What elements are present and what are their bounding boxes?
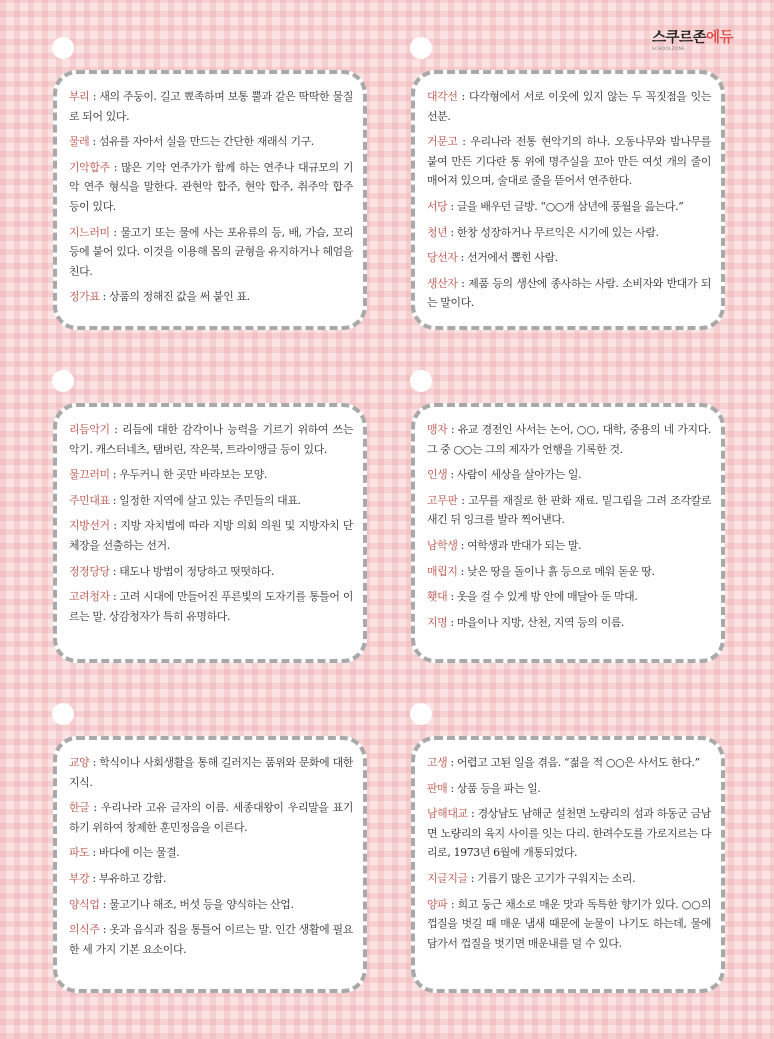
vocab-definition: 새의 주둥이. 길고 뾰족하며 보통 뿔과 같은 딱딱한 물질로 되어 있다. [69,90,353,123]
vocab-definition: 리듬에 대한 감각이나 능력을 기르기 위하여 쓰는 악기. 캐스터네츠, 탬버린, 작은북, 트라이앵글 등이 있다. [69,423,353,456]
vocab-entry: 주민대표 : 일정한 지역에 살고 있는 주민들의 대표. [69,493,301,507]
vocab-term: 지느러미 [69,225,110,239]
vocab-definition: 유교 경전인 사서는 논어, ○○, 대학, 중용의 네 가지다. 그 중 ○○는 그의 제자가 언행을 기록한 것. [427,423,712,456]
vocab-entry: 교양 : 학식이나 사회생활을 통해 길러지는 품위와 문화에 대한 지식. [69,756,353,789]
vocab-definition: 한창 성장하거나 무르익은 시기에 있는 사람. [456,225,659,239]
vocab-entry: 정정당당 : 태도나 방법이 정당하고 떳떳하다. [69,564,275,578]
vocab-definition: 다각형에서 서로 이웃에 있지 않는 두 꼭짓점을 잇는 선분. [427,90,711,123]
vocab-entry: 지방선거 : 지방 자치법에 따라 지방 의회 의원 및 지방자치 단체장을 선출하는 선거. [69,519,353,552]
vocab-term: 거문고 [427,135,458,149]
logo-brand-main: 스쿠르존 [652,30,707,46]
vocab-definition: 낮은 땅을 돌이나 흙 등으로 메워 돋운 땅. [467,564,655,578]
vocab-card-4 [411,403,725,663]
vocab-definition: 희고 둥근 채소로 매운 맛과 독특한 향기가 있다. ○○의 껍질을 벗길 때 매운 냄새 때문에 눈물이 나기도 하는데, 물에 담가서 껍질을 벗기면 매운내를 덜 수 있다. [427,897,711,950]
vocab-definition: 우리나라 고유 글자의 이름. 세종대왕이 우리말을 표기하기 위하여 창제한 훈민정음을 이른다. [69,801,353,834]
vocab-entry: 고생 : 어렵고 고된 일을 겪음. “젊을 적 ○○은 사서도 한다.” [427,756,700,769]
vocab-entry: 부리 : 새의 주둥이. 길고 뾰족하며 보통 뿔과 같은 딱딱한 물질로 되어 있다. [69,90,353,123]
vocab-definition: 부유하고 강함. [98,871,167,885]
vocab-term: 양식업 [69,897,100,911]
vocab-entry: 물레 : 섬유를 자아서 실을 만드는 간단한 재래식 기구. [69,135,314,149]
punch-hole-4 [410,370,432,392]
vocab-entry: 횃대 : 옷을 걸 수 있게 방 안에 매달아 둔 막대. [427,590,638,604]
vocab-card-3 [53,403,367,663]
vocab-entry: 양식업 : 물고기나 해조, 버섯 등을 양식하는 산업. [69,897,294,911]
vocab-definition: 일정한 지역에 살고 있는 주민들의 대표. [119,493,301,507]
vocab-entry: 양파 : 희고 둥근 채소로 매운 맛과 독특한 향기가 있다. ○○의 껍질을 벗길 때 매운 냄새 때문에 눈물이 나기도 하는데, 물에 담가서 껍질을 벗기면 매운내를 덜 수 있다. [427,897,711,950]
vocab-term: 교양 [69,756,90,769]
punch-hole-3 [52,370,74,392]
punch-hole-2 [410,37,432,59]
vocab-entry: 고려청자 : 고려 시대에 만들어진 푸른빛의 도자기를 통틀어 이르는 말. 상감청자가 특히 유명하다. [69,590,353,623]
vocab-definition: 태도나 방법이 정당하고 떳떳하다. [119,564,275,578]
vocab-entry: 지글지글 : 기름기 많은 고기가 구워지는 소리. [427,871,636,885]
vocab-term: 리듬악기 [69,423,110,436]
vocab-term: 한글 [69,801,90,815]
vocab-definition: 상품 등을 파는 일. [456,781,541,795]
vocab-entry: 서당 : 글을 배우던 글방. “○○개 삼년에 풍월을 읊는다.” [427,199,684,213]
vocab-entry: 기악합주 : 많은 기악 연주가가 함께 하는 연주나 대규모의 기악 연주 형식을 말한다. 관현악 합주, 현악 합주, 취주악 합주 등이 있다. [69,160,353,213]
vocab-term: 대각선 [427,90,458,103]
brand-logo [652,26,732,52]
vocab-term: 양파 [427,897,448,911]
vocab-term: 인생 [427,468,448,482]
vocab-term: 청년 [427,225,448,239]
logo-text [652,26,732,47]
vocab-entry: 파도 : 바다에 이는 물결. [69,846,180,860]
vocab-term: 물레 [69,135,90,149]
vocab-entry: 의식주 : 옷과 음식과 집을 통틀어 이르는 말. 인간 생활에 필요한 세 가지 기본 요소이다. [69,923,353,956]
vocab-definition: 여학생과 반대가 되는 말. [467,538,582,552]
vocab-entry: 인생 : 사람이 세상을 살아가는 일. [427,468,582,482]
vocab-entry: 매립지 : 낮은 땅을 돌이나 흙 등으로 메워 돋운 땅. [427,564,655,578]
vocab-term: 부리 [69,90,90,103]
vocab-definition: 우리나라 전통 현악기의 하나. 오동나무와 밤나무를 붙여 만든 기다란 통 위에 명주실을 꼬아 만든 여섯 개의 줄이 매어져 있으며, 술대로 줄을 뜯어서 연주한다. [427,135,711,188]
vocab-term: 판매 [427,781,448,795]
vocab-term: 지방선거 [69,519,110,533]
vocab-definition: 많은 기악 연주가가 함께 하는 연주나 대규모의 기악 연주 형식을 말한다. 관현악 합주, 현악 합주, 취주악 합주 등이 있다. [69,160,353,213]
logo-brand-edu: 에듀 [706,30,734,46]
vocab-card-2 [411,70,725,330]
vocab-definition: 옷을 걸 수 있게 방 안에 매달아 둔 막대. [456,590,638,604]
vocab-definition: 지방 자치법에 따라 지방 의회 의원 및 지방자치 단체장을 선출하는 선거. [69,519,353,552]
vocab-term: 횃대 [427,590,448,604]
vocab-card-5 [53,736,367,993]
vocab-term: 정정당당 [69,564,110,578]
vocab-term: 당선자 [427,251,458,265]
vocab-entry: 한글 : 우리나라 고유 글자의 이름. 세종대왕이 우리말을 표기하기 위하여 창제한 훈민정음을 이른다. [69,801,353,834]
vocab-entry: 남학생 : 여학생과 반대가 되는 말. [427,538,582,552]
vocab-entry: 당선자 : 선거에서 뽑힌 사람. [427,251,558,265]
vocab-definition: 고려 시대에 만들어진 푸른빛의 도자기를 통틀어 이르는 말. 상감청자가 특히 유명하다. [69,590,353,623]
vocab-definition: 고무를 재질로 한 판화 재료. 밑그림을 그려 조각칼로 새긴 뒤 잉크를 발라 찍어낸다. [427,493,711,527]
vocab-term: 매립지 [427,564,458,578]
vocab-entry: 맹자 : 유교 경전인 사서는 논어, ○○, 대학, 중용의 네 가지다. 그 중 ○○는 그의 제자가 언행을 기록한 것. [427,423,712,456]
vocab-card-1 [53,70,367,330]
vocab-definition: 기름기 많은 고기가 구워지는 소리. [477,871,636,885]
vocab-entry: 남해대교 : 경상남도 남해군 설천면 노량리의 섬과 하동군 금남면 노량리의 육지 사이를 잇는 다리. 한려수도를 가로지르는 다리로, 1973년 6월에 개통되었다. [427,807,711,860]
vocab-definition: 옷과 음식과 집을 통틀어 이르는 말. 인간 생활에 필요한 세 가지 기본 요소이다. [69,923,353,956]
vocab-term: 의식주 [69,923,100,937]
vocab-term: 기악합주 [69,160,110,174]
vocab-term: 남학생 [427,538,458,552]
vocab-term: 지글지글 [427,871,468,885]
vocab-definition: 글을 배우던 글방. “○○개 삼년에 풍월을 읊는다.” [456,199,684,213]
vocab-entry: 생산자 : 제품 등의 생산에 종사하는 사람. 소비자와 반대가 되는 말이다. [427,276,711,310]
vocab-term: 맹자 [427,423,448,436]
vocab-term: 지명 [427,615,448,629]
vocab-entry: 거문고 : 우리나라 전통 현악기의 하나. 오동나무와 밤나무를 붙여 만든 기다란 통 위에 명주실을 꼬아 만든 여섯 개의 줄이 매어져 있으며, 술대로 줄을 뜯어서 연주한다. [427,135,711,188]
punch-hole-1 [52,37,74,59]
vocab-definition: 섬유를 자아서 실을 만드는 간단한 재래식 기구. [98,135,314,149]
punch-hole-6 [410,703,432,725]
vocab-entry: 고무판 : 고무를 재질로 한 판화 재료. 밑그림을 그려 조각칼로 새긴 뒤 잉크를 발라 찍어낸다. [427,493,711,527]
vocab-definition: 상품의 정해진 값을 써 붙인 표. [109,290,250,304]
vocab-entry: 대각선 : 다각형에서 서로 이웃에 있지 않는 두 꼭짓점을 잇는 선분. [427,90,711,123]
vocab-entry: 판매 : 상품 등을 파는 일. [427,781,541,795]
vocab-definition: 학식이나 사회생활을 통해 길러지는 품위와 문화에 대한 지식. [69,756,353,789]
vocab-term: 고무판 [427,493,458,507]
vocab-entry: 부강 : 부유하고 강함. [69,871,167,885]
vocab-definition: 바다에 이는 물결. [98,846,180,860]
vocab-term: 파도 [69,846,90,860]
vocab-entry: 물끄러미 : 우두커니 한 곳만 바라보는 모양. [69,468,268,482]
vocab-definition: 선거에서 뽑힌 사람. [467,251,558,265]
vocab-entry: 지느러미 : 물고기 또는 물에 사는 포유류의 등, 배, 가슴, 꼬리 등에 붙어 있다. 이것을 이용해 몸의 균형을 유지하거나 헤엄을 친다. [69,225,354,278]
vocab-term: 부강 [69,871,90,885]
vocab-card-6 [411,736,725,993]
vocab-entry: 정가표 : 상품의 정해진 값을 써 붙인 표. [69,290,250,304]
vocab-definition: 어렵고 고된 일을 겪음. “젊을 적 ○○은 사서도 한다.” [456,756,700,769]
vocab-term: 주민대표 [69,493,110,507]
logo-subtitle: SCHOOLZONE [652,46,686,51]
vocab-definition: 물고기 또는 물에 사는 포유류의 등, 배, 가슴, 꼬리 등에 붙어 있다. 이것을 이용해 몸의 균형을 유지하거나 헤엄을 친다. [69,225,354,278]
vocab-definition: 마을이나 지방, 산천, 지역 등의 이름. [456,615,625,629]
punch-hole-5 [52,703,74,725]
vocab-term: 생산자 [427,276,458,290]
vocab-definition: 사람이 세상을 살아가는 일. [456,468,582,482]
vocab-term: 정가표 [69,290,100,304]
vocab-entry: 청년 : 한창 성장하거나 무르익은 시기에 있는 사람. [427,225,659,239]
vocab-entry: 지명 : 마을이나 지방, 산천, 지역 등의 이름. [427,615,625,629]
vocab-term: 서당 [427,199,448,213]
vocab-term: 고생 [427,756,448,769]
vocab-term: 고려청자 [69,590,110,604]
vocab-definition: 제품 등의 생산에 종사하는 사람. 소비자와 반대가 되는 말이다. [427,276,711,310]
vocab-definition: 우두커니 한 곳만 바라보는 모양. [119,468,268,482]
vocab-definition: 물고기나 해조, 버섯 등을 양식하는 산업. [109,897,294,911]
vocab-entry: 리듬악기 : 리듬에 대한 감각이나 능력을 기르기 위하여 쓰는 악기. 캐스터네츠, 탬버린, 작은북, 트라이앵글 등이 있다. [69,423,353,456]
vocab-term: 물끄러미 [69,468,110,482]
vocab-term: 남해대교 [427,807,468,821]
vocab-definition: 경상남도 남해군 설천면 노량리의 섬과 하동군 금남면 노량리의 육지 사이를 잇는 다리. 한려수도를 가로지르는 다리로, 1973년 6월에 개통되었다. [427,807,711,860]
